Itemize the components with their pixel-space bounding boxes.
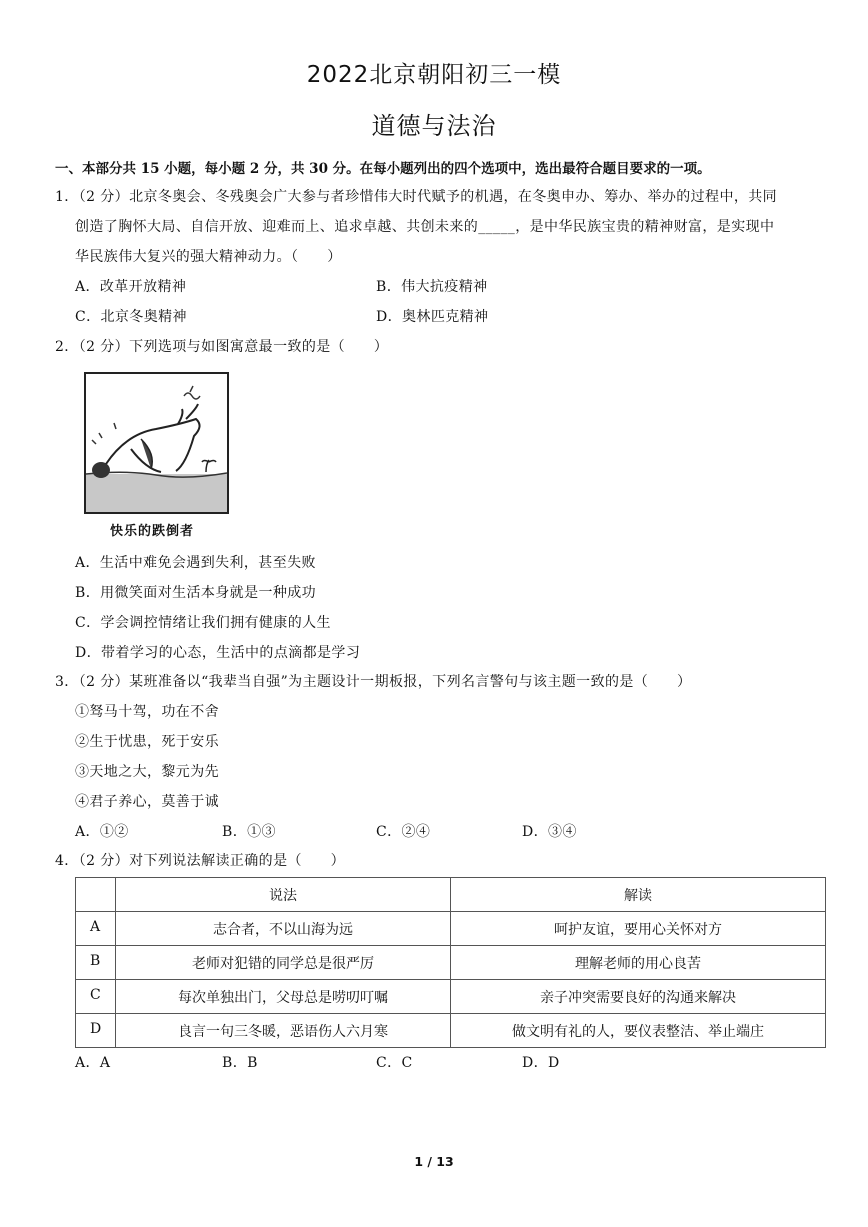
page-number: 1 / 13 xyxy=(414,1154,454,1169)
question-2-option-d: D．带着学习的心态，生活中的点滴都是学习 xyxy=(75,645,361,661)
sayings-table xyxy=(75,877,826,1048)
question-2-option-a: A．生活中难免会遇到失利，甚至失败 xyxy=(75,555,316,571)
question-2-option-c: C．学会调控情绪让我们拥有健康的人生 xyxy=(75,615,331,631)
table-cell-option: C xyxy=(76,980,116,1014)
question-3-option-c: C．②④ xyxy=(376,824,431,840)
table-cell-interpretation: 理解老师的用心良苦 xyxy=(451,946,826,980)
table-row xyxy=(76,912,826,946)
question-3-item-3: ③天地之大，黎元为先 xyxy=(75,764,219,780)
table-cell-interpretation: 呵护友谊，要用心关怀对方 xyxy=(451,912,826,946)
question-1-option-d: D．奥林匹克精神 xyxy=(376,309,489,325)
table-header-cell: 说法 xyxy=(116,878,451,912)
question-2-stem: 2．（2 分）下列选项与如图寓意最一致的是（ ） xyxy=(55,339,389,355)
question-2-option-b: B．用微笑面对生活本身就是一种成功 xyxy=(75,585,317,601)
table-row xyxy=(76,946,826,980)
question-4-option-d: D．D xyxy=(522,1055,560,1071)
table-cell-saying: 良言一句三冬暖，恶语伤人六月寒 xyxy=(116,1014,451,1048)
question-3-option-a: A．①② xyxy=(75,824,129,840)
question-3-option-d: D．③④ xyxy=(522,824,577,840)
table-cell-interpretation: 做文明有礼的人，要仪表整洁、举止端庄 xyxy=(451,1014,826,1048)
question-1-option-b: B．伟大抗疫精神 xyxy=(376,279,488,295)
question-4-option-c: C．C xyxy=(376,1055,413,1071)
question-3-stem: 3．（2 分）某班准备以“我辈当自强”为主题设计一期板报，下列名言警句与该主题一致的是（ ） xyxy=(55,674,692,690)
figure-caption: 快乐的跌倒者 xyxy=(110,524,195,539)
question-1-line-2: 创造了胸怀大局、自信开放、迎难而上、追求卓越、共创未来的_____，是中华民族宝贵的精神财富，是实现中 xyxy=(75,219,775,235)
question-4-option-a: A．A xyxy=(75,1055,111,1071)
question-1-option-c: C．北京冬奥精神 xyxy=(75,309,187,325)
table-cell-option: B xyxy=(76,946,116,980)
question-3-item-4: ④君子养心，莫善于诚 xyxy=(75,794,219,810)
question-3-item-1: ①驽马十驾，功在不舍 xyxy=(75,704,219,720)
table-row xyxy=(76,1014,826,1048)
question-1-line-3: 华民族伟大复兴的强大精神动力。（ ） xyxy=(75,249,342,265)
question-1-option-a: A．改革开放精神 xyxy=(75,279,187,295)
question-3-option-b: B．①③ xyxy=(222,824,276,840)
falling-person-illustration xyxy=(86,374,227,512)
table-cell-saying: 每次单独出门，父母总是唠叨叮嘱 xyxy=(116,980,451,1014)
table-header-row xyxy=(76,878,826,912)
section-heading: 一、本部分共 15 小题，每小题 2 分，共 30 分。在每小题列出的四个选项中，选出最符合题目要求的一项。 xyxy=(55,161,711,177)
table-cell-option: D xyxy=(76,1014,116,1048)
table-cell-option: A xyxy=(76,912,116,946)
question-3-item-2: ②生于忧患，死于安乐 xyxy=(75,734,219,750)
table-cell-saying: 老师对犯错的同学总是很严厉 xyxy=(116,946,451,980)
question-4-option-b: B．B xyxy=(222,1055,258,1071)
table-header-cell: 解读 xyxy=(451,878,826,912)
table-header-cell xyxy=(76,878,116,912)
cartoon-figure xyxy=(84,372,229,514)
question-4-stem: 4．（2 分）对下列说法解读正确的是（ ） xyxy=(55,853,346,869)
table-row xyxy=(76,980,826,1014)
subject-title: 道德与法治 xyxy=(371,112,497,140)
table-cell-saying: 志合者，不以山海为远 xyxy=(116,912,451,946)
question-1-line-1: 1．（2 分）北京冬奥会、冬残奥会广大参与者珍惜伟大时代赋予的机遇，在冬奥申办、筹办、举办的过程中，共同 xyxy=(55,189,778,205)
document-title: 2022北京朝阳初三一模 xyxy=(306,62,562,88)
table-cell-interpretation: 亲子冲突需要良好的沟通来解决 xyxy=(451,980,826,1014)
